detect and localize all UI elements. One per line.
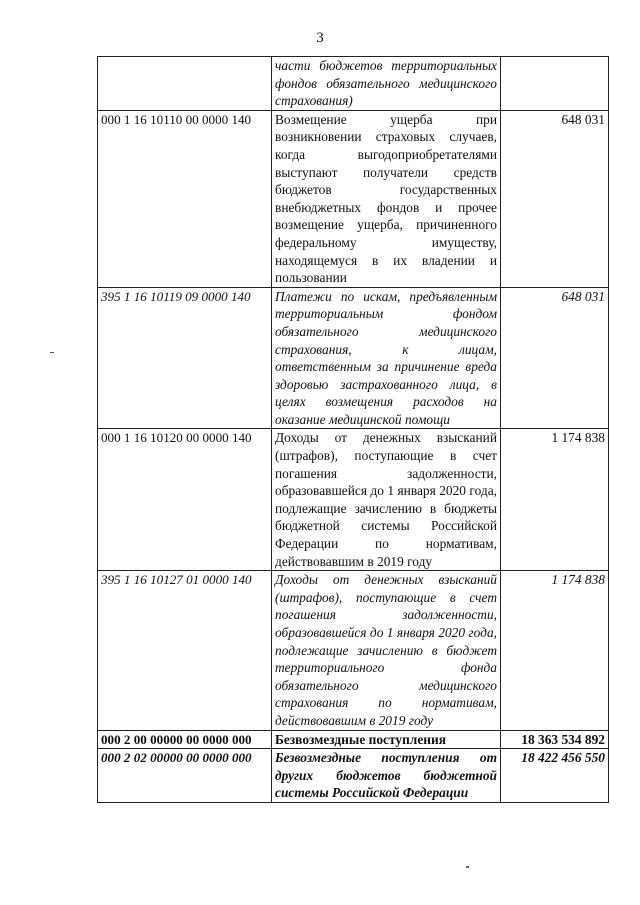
budget-code: 395 1 16 10127 01 0000 140	[98, 571, 272, 730]
revenue-name: части бюджетов территориальных фондов обязательного медицинского страхования)	[272, 57, 501, 111]
table-row	[98, 749, 609, 803]
table-row	[98, 429, 609, 571]
margin-mark	[466, 866, 469, 868]
revenue-amount: 1 174 838	[501, 429, 609, 571]
revenue-amount: 648 031	[501, 110, 609, 287]
revenue-amount	[501, 57, 609, 111]
budget-code: 000 2 00 00000 00 0000 000	[98, 730, 272, 749]
budget-code: 395 1 16 10119 09 0000 140	[98, 287, 272, 429]
revenue-amount: 18 363 534 892	[501, 730, 609, 749]
revenue-amount: 18 422 456 550	[501, 749, 609, 803]
budget-code	[98, 57, 272, 111]
page-number: 3	[316, 30, 324, 46]
revenue-name: Возмещение ущерба при возникновении страховых случаев, когда выгодоприобретателями выступают получатели средств бюджетов государственных внебюджетных фондов и прочее возмещение ущерба, причиненного федеральному имуществу, находящемуся в их владении и пользовании	[272, 110, 501, 287]
revenue-name: Доходы от денежных взысканий (штрафов), поступающие в счет погашения задолженности, образовавшейся до 1 января 2020 года, подлежащие зачислению в бюджеты бюджетной системы Российской Федерации по нормативам, действовавшим в 2019 году	[272, 429, 501, 571]
revenue-name: Безвозмездные поступления от других бюджетов бюджетной системы Российской Федерации	[272, 749, 501, 803]
table-row	[98, 571, 609, 730]
revenue-name: Платежи по искам, предъявленным территориальным фондом обязательного медицинского страхования, к лицам, ответственным за причинение вреда здоровью застрахованного лица, в целях возмещения расходов на оказание медицинской помощи	[272, 287, 501, 429]
revenue-amount: 1 174 838	[501, 571, 609, 730]
budget-code: 000 1 16 10110 00 0000 140	[98, 110, 272, 287]
revenue-table	[97, 56, 609, 803]
revenue-name: Доходы от денежных взысканий (штрафов), поступающие в счет погашения задолженности, образовавшейся до 1 января 2020 года, подлежащие зачислению в бюджет территориального фонда обязательного медицинского страхования по нормативам, действовавшим в 2019 году	[272, 571, 501, 730]
budget-code: 000 2 02 00000 00 0000 000	[98, 749, 272, 803]
table-row	[98, 110, 609, 287]
table-row	[98, 730, 609, 749]
table-row	[98, 287, 609, 429]
revenue-name: Безвозмездные поступления	[272, 730, 501, 749]
margin-mark	[50, 352, 54, 353]
budget-code: 000 1 16 10120 00 0000 140	[98, 429, 272, 571]
table-row	[98, 57, 609, 111]
revenue-amount: 648 031	[501, 287, 609, 429]
